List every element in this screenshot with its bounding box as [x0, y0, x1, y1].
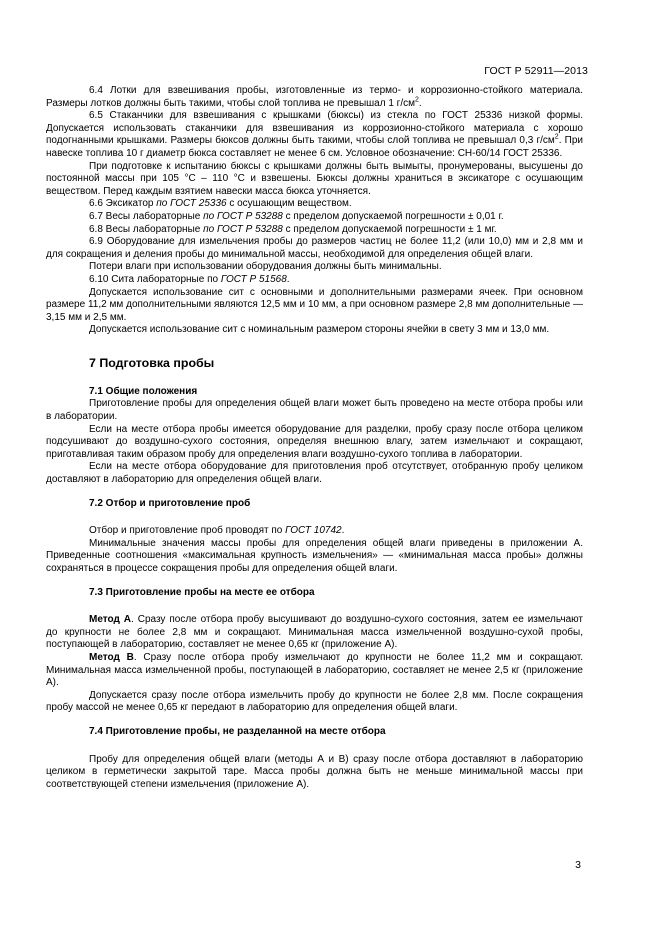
section-7-3-method-b: Метод В. Сразу после отбора пробу измельчают до крупности не более 11,2 мм и сокращают. Минимальная масса измельченной пробы, поступающей в лабораторию, составляет не менее 2,5 кг (приложение А). — [46, 651, 583, 689]
section-7-1-paragraph-2: Если на месте отбора пробы имеется оборудование для разделки, пробу сразу после отбора целиком подсушивают до воздушно-сухого состояния, определяя внешнюю влагу, затем измельчают и сокращают, приготавливая таким образом пробу для определения влаги воздушно-сухого топлива в лаборатории. — [46, 423, 583, 460]
section-7-4-heading: 7.4 Приготовление пробы, не разделанной на месте отбора — [89, 725, 386, 737]
spacer — [46, 739, 583, 754]
document-header: ГОСТ Р 52911—2013 — [484, 65, 588, 77]
page-number: 3 — [575, 859, 581, 871]
section-7-2-heading: 7.2 Отбор и приготовление проб — [89, 497, 251, 509]
section-6-5: 6.5 Стаканчики для взвешивания с крышками (бюксы) из стекла по ГОСТ 25336 низкой формы. Допускается использовать стаканчики для взвешивания из коррозионно-стойкого материала с хорошо подогнанными крышками. Размеры бюксов должны быть такими, чтобы слой топлива не превышал 0,3 $г/см^2$. При навеске топлива 10 г диаметр бюкса составляет не менее 6 см. Условное обозначение: СН-60/14 ГОСТ 25336. — [46, 110, 583, 159]
section-7-3-method-a: Метод А. Сразу после отбора пробу высушивают до воздушно-сухого состояния, затем ее измельчают до крупности не более 2,8 мм и сокращают. Минимальная масса измельченной воздушно-сухой пробы, поступающей в лабораторию, составляет не менее 0,65 кг (приложение А). — [46, 614, 583, 651]
section-6-9: 6.9 Оборудование для измельчения пробы до размеров частиц не более 11,2 (или 10,0) мм и 2,8 мм и для сокращения и деления пробы до минимальной массы, необходимой для определения общей влаги. — [46, 236, 583, 260]
section-7-title: 7 Подготовка пробы — [89, 355, 215, 370]
section-6-7: 6.7 Весы лабораторные по ГОСТ Р 53288 с пределом допускаемой погрешности ± 0,01 г. — [89, 210, 504, 222]
section-6-4: 6.4 Лотки для взвешивания пробы, изготовленные из термо- и коррозионно-стойкого материала. Размеры лотков должны быть такими, чтобы слой топлива не превышал 1 $г/см^2$. — [46, 85, 583, 109]
spacer — [46, 487, 583, 498]
section-7-3-paragraph: Допускается сразу после отбора измельчить пробу до крупности не более 2,8 мм. После сокращения пробу массой не менее 0,65 кг передают в лабораторию для определения общей влаги. — [46, 689, 583, 714]
section-6-10: 6.10 Сита лабораторные по ГОСТ Р 51568. — [89, 273, 290, 285]
section-7-3-heading: 7.3 Приготовление пробы на месте ее отбора — [89, 586, 315, 598]
section-7-1-heading: 7.1 Общие положения — [89, 385, 198, 397]
document-body — [46, 85, 583, 791]
section-7-2-paragraph-2: Минимальные значения массы пробы для определения общей влаги приведены в приложении А. Приведенные соотношения «максимальная крупность измельчения» — «минимальная масса пробы» должны сохраняться в процессе сокращения пробы для определения общей влаги. — [46, 537, 583, 574]
section-6-5-paragraph: При подготовке к испытанию бюксы с крышками должны быть вымыты, пронумерованы, высушены до постоянной массы при 105 °С – 110 °С и взвешены. Бюксы должны храниться в эксикаторе с осушающим веществом. Перед каждым взятием навески масса бюкса уточняется. — [46, 160, 583, 197]
section-7-4-paragraph: Пробу для определения общей влаги (методы А и В) сразу после отбора доставляют в лабораторию целиком в герметически закрытой таре. Масса пробы должна быть не меньше минимальной массы при соответствующей степени измельчения (приложение А). — [46, 753, 583, 790]
spacer — [46, 576, 583, 587]
section-6-10-paragraph: Допускается использование сит с основными и дополнительными размерами ячеек. При основном размере 11,2 мм дополнительными являются 12,5 мм и 10 мм, а при основном размере 2,8 мм дополнительные — 3,15 мм и 2,5 мм. — [46, 286, 583, 323]
spacer — [46, 510, 583, 525]
section-7-1-paragraph: Приготовление пробы для определения общей влаги может быть проведено на месте отбора пробы или в лаборатории. — [46, 398, 583, 423]
spacer — [46, 715, 583, 726]
spacer — [46, 599, 583, 614]
section-6-8: 6.8 Весы лабораторные по ГОСТ Р 53288 с пределом допускаемой погрешности ± 1 мг. — [89, 223, 497, 235]
section-6-10-paragraph-2: Допускается использование сит с номинальным размером стороны ячейки в свету 3 мм и 13,0 мм. — [89, 324, 550, 336]
section-6-6: 6.6 Эксикатор по ГОСТ 25336 с осушающим веществом. — [89, 198, 352, 210]
section-7-1-paragraph-3: Если на месте отбора оборудование для приготовления проб отсутствует, отобранную пробу целиком доставляют в лабораторию для определения общей влаги. — [46, 461, 583, 486]
section-7-2-paragraph: Отбор и приготовление проб проводят по ГОСТ 10742. — [89, 525, 345, 537]
section-6-9-paragraph: Потери влаги при использовании оборудования должны быть минимальны. — [89, 261, 442, 273]
